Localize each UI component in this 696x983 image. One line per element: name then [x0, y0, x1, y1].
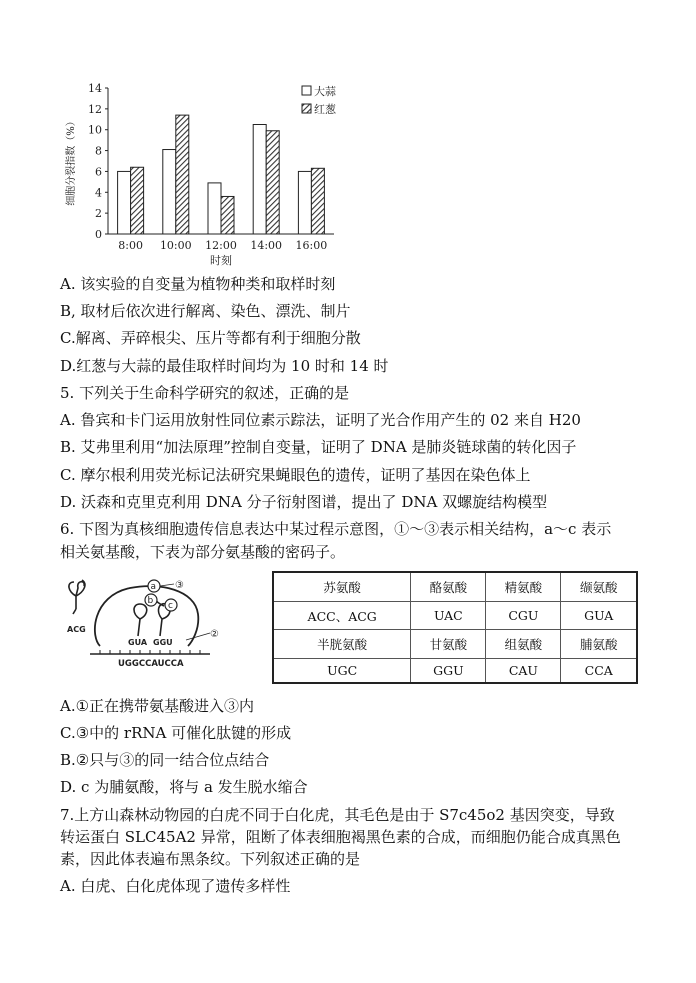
- x-tick-label: 8:00: [118, 239, 143, 252]
- codon-table-cell: CCA: [561, 658, 637, 683]
- y-tick-label: 8: [95, 144, 102, 158]
- q6-stem-line-1: 6. 下图为真核细胞遗传信息表达中某过程示意图，①～③表示相关结构，a～c 表示: [60, 520, 612, 538]
- q6-stem-line-2: 相关氨基酸，下表为部分氨基酸的密码子。: [60, 543, 346, 561]
- codon-table-cell: UAC: [411, 601, 486, 630]
- q6-option-d: D. c 为脯氨酸，将与 a 发生脱水缩合: [60, 778, 308, 796]
- bar-shallot: [266, 131, 279, 234]
- codon-table-cell: 脯氨酸: [561, 630, 637, 659]
- x-tick-label: 16:00: [295, 239, 328, 252]
- amino-acid-c-label: c: [168, 601, 173, 611]
- y-axis-label: 细胞分裂指数（%）: [66, 116, 77, 206]
- q7-stem-line-1: 7.上方山森林动物园的白虎不同于白化虎，其毛色是由于 S7c45o2 基因突变，导致: [60, 806, 615, 824]
- codon-table-row: [273, 572, 637, 601]
- y-tick-label: 12: [88, 102, 102, 116]
- anticodon-ggu-label: GGU: [153, 638, 173, 647]
- codon-table-cell: 半胱氨酸: [273, 630, 411, 659]
- codon-table-cell: 缬氨酸: [561, 572, 637, 601]
- legend-swatch: [302, 86, 311, 95]
- bar-garlic: [208, 183, 221, 234]
- y-tick-label: 4: [95, 186, 102, 200]
- anticodon-gua-label: GUA: [128, 638, 148, 647]
- codon-table: [272, 571, 638, 684]
- codon-table-row: [273, 601, 637, 630]
- codon-table-row: [273, 630, 637, 659]
- amino-acid-a-label: a: [150, 582, 157, 592]
- q4-option-b: B, 取材后依次进行解离、染色、漂洗、制片: [60, 302, 351, 320]
- legend-swatch: [302, 104, 311, 113]
- cell-division-index-chart: [60, 76, 350, 266]
- q7-option-a: A. 白虎、白化虎体现了遗传多样性: [60, 877, 291, 895]
- x-tick-label: 12:00: [205, 239, 237, 252]
- codon-table-cell: 苏氨酸: [273, 572, 411, 601]
- amino-acid-b-label: b: [147, 596, 154, 606]
- bar-shallot: [221, 196, 234, 234]
- q5-option-d: D. 沃森和克里克利用 DNA 分子衍射图谱，提出了 DNA 双螺旋结构模型: [60, 493, 548, 511]
- x-tick-label: 14:00: [250, 239, 283, 252]
- mrna-sequence-label: UGGCCAUCCA: [118, 659, 184, 669]
- q5-option-c: C. 摩尔根利用荧光标记法研究果蝇眼色的遗传，证明了基因在染色体上: [60, 466, 531, 484]
- x-tick-label: 10:00: [159, 239, 192, 252]
- trna-left-anticodon: ACG: [67, 625, 86, 634]
- bar-garlic: [118, 171, 131, 234]
- bar-garlic: [253, 125, 266, 235]
- codon-table-cell: GUA: [561, 601, 637, 630]
- x-axis-label: 时刻: [210, 254, 232, 266]
- q6-option-c: C.③中的 rRNA 可催化肽键的形成: [60, 724, 292, 742]
- codon-table-cell: CGU: [486, 601, 561, 630]
- structure-2-label: ②: [210, 629, 219, 640]
- y-tick-label: 2: [95, 207, 102, 221]
- codon-table-cell: ACC、ACG: [273, 601, 411, 630]
- q5-option-b: B. 艾弗里利用“加法原理”控制自变量，证明了 DNA 是肺炎链球菌的转化因子: [60, 438, 577, 456]
- y-tick-label: 0: [95, 228, 102, 241]
- q4-option-c: C.解离、弄碎根尖、压片等都有利于细胞分散: [60, 329, 361, 347]
- q6-option-b: B.②只与③的同一结合位点结合: [60, 751, 270, 769]
- y-tick-label: 10: [88, 123, 102, 137]
- q7-stem-line-3: 素，因此体表遍布黑条纹。下列叙述正确的是: [60, 850, 361, 868]
- q5-option-a: A. 鲁宾和卡门运用放射性同位素示踪法，证明了光合作用产生的 02 来自 H20: [60, 411, 581, 429]
- y-tick-label: 14: [88, 82, 102, 95]
- bar-shallot: [311, 168, 324, 234]
- bar-shallot: [176, 115, 189, 234]
- trna-left-figure: [69, 580, 85, 614]
- q7-stem-line-2: 转运蛋白 SLC45A2 异常，阻断了体表细胞褐黑色素的合成，而细胞仍能合成真黑色: [60, 828, 621, 846]
- bar-shallot: [131, 167, 144, 234]
- codon-table-cell: 精氨酸: [486, 572, 561, 601]
- q5-stem: 5. 下列关于生命科学研究的叙述，正确的是: [60, 384, 350, 402]
- q4-option-a: A. 该实验的自变量为植物种类和取样时刻: [60, 275, 336, 293]
- bar-garlic: [163, 150, 176, 234]
- codon-table-cell: 酪氨酸: [411, 572, 486, 601]
- y-tick-label: 6: [95, 165, 102, 179]
- translation-diagram: [60, 574, 270, 674]
- legend-label: 大蒜: [314, 85, 336, 98]
- codon-table-cell: CAU: [486, 658, 561, 683]
- bar-garlic: [298, 171, 311, 234]
- structure-3-label: ③: [175, 580, 184, 591]
- codon-table-row: [273, 658, 637, 683]
- legend-label: 红葱: [314, 103, 336, 116]
- q6-option-a: A.①正在携带氨基酸进入③内: [60, 697, 255, 715]
- codon-table-cell: 组氨酸: [486, 630, 561, 659]
- codon-table-cell: 甘氨酸: [411, 630, 486, 659]
- q4-option-d: D.红葱与大蒜的最佳取样时间均为 10 时和 14 时: [60, 357, 389, 375]
- codon-table-cell: GGU: [411, 658, 486, 683]
- codon-table-cell: UGC: [273, 658, 411, 683]
